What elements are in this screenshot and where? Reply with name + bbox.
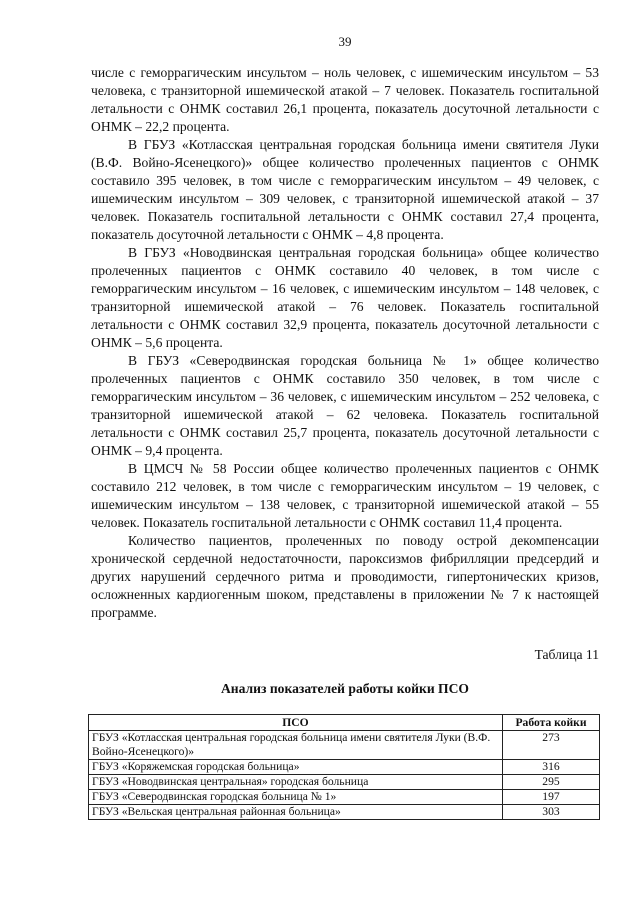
paragraph-1: числе с геморрагическим инсультом – ноль человек, с ишемическим инсультом – 53 человека, с транзиторной ишемической атакой – 7 человек. Показатель госпитальной летальности с ОНМК составил 26,1 процента, показатель досуточной летальности с ОНМК – 22,2 процента.	[91, 65, 599, 134]
table-row	[89, 760, 600, 775]
table-cell-bed-work: 295	[503, 775, 600, 790]
paragraph-3: В ГБУЗ «Новодвинская центральная городская больница» общее количество пролеченных пациентов с ОНМК составило 40 человек, в том числе с геморрагическим инсультом – 16 человек, с ишемическим инсультом – 148 человек, с транзиторной ишемической атакой – 76 человек. Показатель госпитальной летальности с ОНМК составил 32,9 процента, показатель досуточной летальности с ОНМК – 5,6 процента.	[91, 245, 599, 350]
table-row	[89, 805, 600, 820]
table-header-row	[89, 715, 600, 731]
paragraph-2: В ГБУЗ «Котласская центральная городская больница имени святителя Луки (В.Ф. Войно-Ясенецкого)» общее количество пролеченных пациентов с ОНМК составило 395 человек, в том числе с геморрагическим инсультом – 49 человек, с ишемическим инсультом – 309 человек, с транзиторной ишемической атакой – 37 человек. Показатель госпитальной летальности с ОНМК составил 27,4 процента, показатель досуточной летальности с ОНМК – 4,8 процента.	[91, 137, 599, 242]
table-cell-pso: ГБУЗ «Вельская центральная районная больница»	[89, 805, 503, 820]
table-row	[89, 790, 600, 805]
table-title: Анализ показателей работы койки ПСО	[220, 681, 470, 696]
page-number: 39	[338, 34, 352, 49]
bed-performance-table	[88, 714, 600, 820]
table-cell-bed-work: 273	[503, 731, 600, 760]
table-row	[89, 775, 600, 790]
paragraph-5: В ЦМСЧ № 58 России общее количество пролеченных пациентов с ОНМК составило 212 человек, в том числе с геморрагическим инсультом – 19 человек, с ишемическим инсультом – 138 человек, с транзиторной ишемической атакой – 55 человек. Показатель госпитальной летальности с ОНМК составил 11,4 процента.	[91, 461, 599, 530]
table-cell-pso: ГБУЗ «Коряжемская городская больница»	[89, 760, 503, 775]
paragraph-6: Количество пациентов, пролеченных по поводу острой декомпенсации хронической сердечной недостаточности, пароксизмов фибрилляции предсердий и других нарушений сердечного ритма и проводимости, гипертонических кризов, осложненных кардиогенным шоком, представлены в приложении № 7 к настоящей программе.	[91, 533, 599, 620]
table-cell-pso: ГБУЗ «Котласская центральная городская больница имени святителя Луки (В.Ф. Войно-Ясенецкого)»	[89, 731, 503, 760]
table-cell-pso: ГБУЗ «Новодвинская центральная» городская больница	[89, 775, 503, 790]
column-header-bed-work: Работа койки	[503, 715, 600, 731]
table-cell-bed-work: 316	[503, 760, 600, 775]
paragraph-4: В ГБУЗ «Северодвинская городская больница № 1» общее количество пролеченных пациентов с ОНМК составило 350 человек, в том числе с геморрагическим инсультом – 36 человек, с ишемическим инсультом – 252 человека, с транзиторной ишемической атакой – 62 человека. Показатель госпитальной летальности с ОНМК составил 25,7 процента, показатель досуточной летальности с ОНМК – 9,4 процента.	[91, 353, 599, 458]
table-cell-pso: ГБУЗ «Северодвинская городская больница № 1»	[89, 790, 503, 805]
table-caption: Таблица 11	[534, 647, 599, 662]
table-cell-bed-work: 303	[503, 805, 600, 820]
table-cell-bed-work: 197	[503, 790, 600, 805]
table-row	[89, 731, 600, 760]
column-header-pso: ПСО	[89, 715, 503, 731]
document-page	[91, 34, 599, 820]
